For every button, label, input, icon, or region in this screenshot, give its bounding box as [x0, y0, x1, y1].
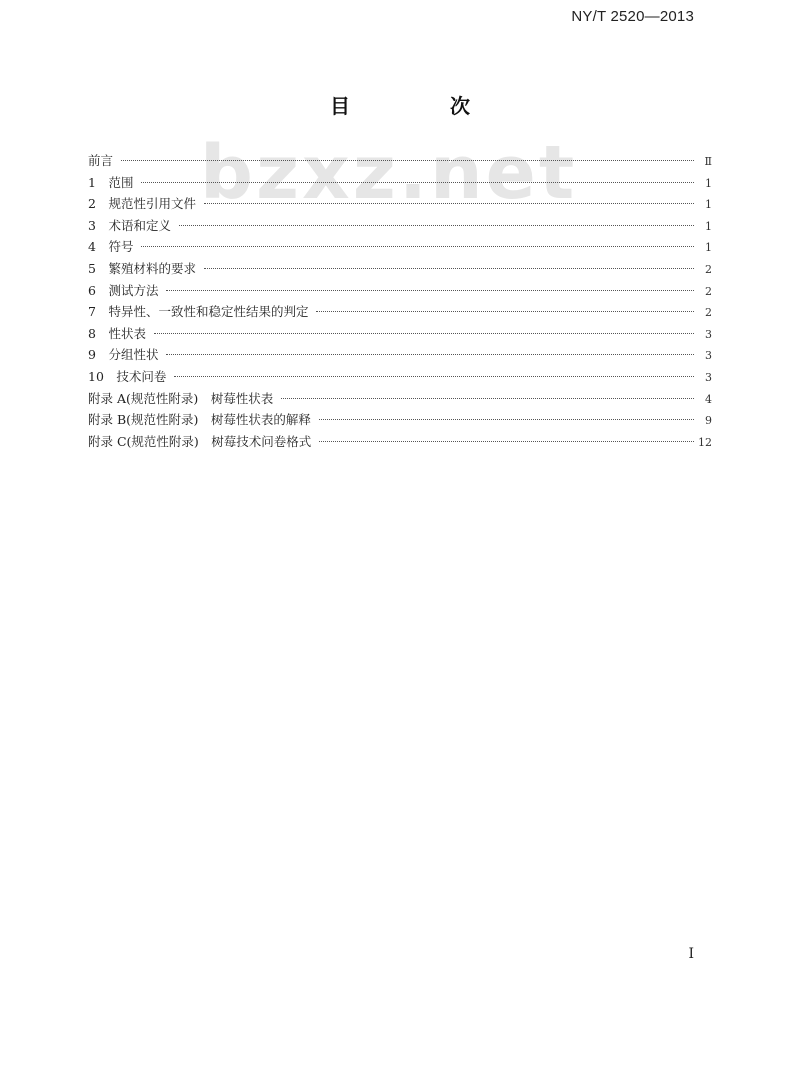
- toc-leader: [179, 225, 694, 226]
- toc-item-page: 12: [698, 435, 712, 449]
- toc-leader: [141, 246, 694, 247]
- toc-item-test-methods[interactable]: [88, 280, 712, 302]
- toc-item-page: 4: [705, 392, 712, 406]
- toc-item-scope[interactable]: [88, 172, 712, 194]
- toc-item-foreword[interactable]: [88, 150, 712, 172]
- toc-item-page: 3: [705, 327, 712, 341]
- toc-item-grouping-characteristics[interactable]: [88, 344, 712, 366]
- watermark: bzxz.net: [200, 130, 578, 216]
- toc-item-label: 10 技术问卷: [88, 368, 167, 384]
- toc-item-page: 2: [705, 284, 712, 298]
- toc-item-label: 附录 C(规范性附录) 树莓技术问卷格式: [88, 433, 312, 449]
- toc-leader: [141, 182, 694, 183]
- toc-item-label: 2 规范性引用文件: [88, 196, 196, 212]
- toc-leader: [174, 376, 694, 377]
- toc-item-label: 1 范围: [88, 174, 134, 190]
- toc-item-symbols[interactable]: [88, 236, 712, 258]
- toc-item-table-of-characteristics[interactable]: [88, 323, 712, 345]
- toc-item-annex-b[interactable]: [88, 409, 712, 431]
- toc-item-label: 附录 A(规范性附录) 树莓性状表: [88, 390, 274, 406]
- toc-leader: [154, 333, 694, 334]
- toc-item-page: 9: [705, 414, 712, 428]
- toc-item-label: 前言: [88, 153, 114, 168]
- toc-leader: [166, 354, 694, 355]
- toc-item-page: 1: [705, 241, 712, 255]
- toc-leader: [121, 160, 694, 161]
- toc-item-page: 3: [705, 349, 712, 363]
- page-title: 目 次: [330, 94, 510, 118]
- toc-item-terms-definitions[interactable]: [88, 215, 712, 237]
- toc-item-annex-a[interactable]: [88, 388, 712, 410]
- toc-item-page: 2: [705, 306, 712, 320]
- toc-leader: [166, 290, 694, 291]
- toc-item-annex-c[interactable]: [88, 431, 712, 453]
- toc-item-propagating-material[interactable]: [88, 258, 712, 280]
- toc-item-label: 8 性状表: [88, 325, 146, 341]
- toc-leader: [204, 268, 694, 269]
- toc-item-label: 7 特异性、一致性和稳定性结果的判定: [88, 304, 309, 320]
- standard-code: NY/T 2520—2013: [571, 8, 694, 25]
- toc-item-technical-questionnaire[interactable]: [88, 366, 712, 388]
- toc-item-page: 2: [705, 262, 712, 276]
- toc-item-label: 4 符号: [88, 239, 134, 255]
- toc-leader: [319, 441, 694, 442]
- page-number: Ⅰ: [688, 946, 694, 962]
- toc-item-label: 3 术语和定义: [88, 217, 171, 233]
- toc-item-label: 9 分组性状: [88, 347, 159, 363]
- toc-item-normative-references[interactable]: [88, 193, 712, 215]
- toc-leader: [281, 398, 694, 399]
- toc-leader: [316, 311, 694, 312]
- toc-item-page: 1: [705, 219, 712, 233]
- toc-item-dus-assessment[interactable]: [88, 301, 712, 323]
- table-of-contents: [88, 150, 712, 452]
- toc-leader: [204, 203, 694, 204]
- toc-item-page: Ⅱ: [704, 155, 712, 168]
- toc-item-label: 5 繁殖材料的要求: [88, 260, 196, 276]
- toc-item-label: 6 测试方法: [88, 282, 159, 298]
- toc-item-page: 3: [705, 370, 712, 384]
- toc-item-page: 1: [705, 198, 712, 212]
- toc-item-page: 1: [705, 176, 712, 190]
- toc-leader: [319, 419, 694, 420]
- toc-item-label: 附录 B(规范性附录) 树莓性状表的解释: [88, 412, 311, 428]
